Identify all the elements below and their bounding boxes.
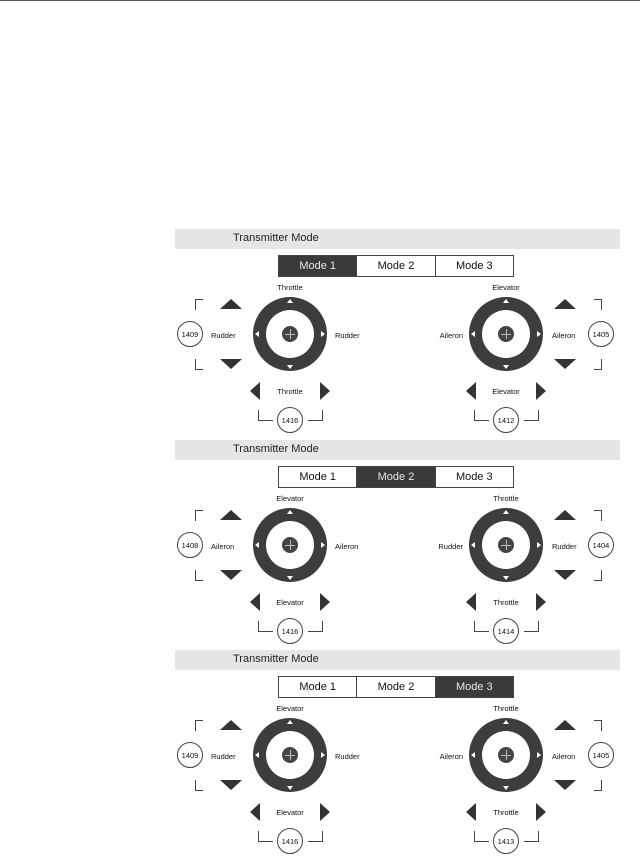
bracket-right <box>524 410 539 421</box>
arrow-right-icon <box>321 331 325 337</box>
arrow-left-icon[interactable] <box>250 593 260 611</box>
mode-2-button[interactable]: Mode 2 <box>357 256 435 276</box>
arrow-down-icon <box>287 786 293 790</box>
transmitter-mode-panel <box>175 229 620 439</box>
crosshair-icon <box>498 747 514 763</box>
arrow-up-icon <box>503 510 509 514</box>
mode-2-button[interactable]: Mode 2 <box>357 467 435 487</box>
vertical-channel-value: 1408 <box>177 532 203 558</box>
crosshair-icon <box>498 537 514 553</box>
arrow-right-icon <box>321 542 325 548</box>
stick-inner-circle <box>266 310 314 358</box>
bracket-right <box>308 410 323 421</box>
arrow-down-icon <box>503 365 509 369</box>
arrow-up-icon[interactable] <box>554 299 576 309</box>
arrow-up-icon <box>503 720 509 724</box>
right-control-stick[interactable] <box>469 508 543 582</box>
arrow-right-icon <box>537 542 541 548</box>
arrow-down-icon[interactable] <box>554 780 576 790</box>
stick-top-label: Elevator <box>276 704 304 713</box>
transmitter-mode-panel <box>175 440 620 650</box>
mode-3-button[interactable]: Mode 3 <box>455 260 493 272</box>
stick-inner-circle <box>482 731 530 779</box>
crosshair-v-line <box>290 540 291 550</box>
arrow-up-icon <box>287 720 293 724</box>
mode-1-button[interactable]: Mode 1 <box>279 467 357 487</box>
arrow-left-icon <box>255 752 259 758</box>
mode-3-button[interactable]: Mode 3 <box>436 677 513 697</box>
crosshair-icon <box>282 747 298 763</box>
stick-right-label: Rudder <box>552 542 577 551</box>
arrow-left-icon <box>255 331 259 337</box>
stick-left-label: Aileron <box>439 752 463 761</box>
arrow-right-icon[interactable] <box>320 803 330 821</box>
panel-title: Transmitter Mode <box>233 653 319 665</box>
stick-left-label: Rudder <box>211 331 236 340</box>
bracket-left <box>474 831 489 842</box>
arrow-up-icon[interactable] <box>554 720 576 730</box>
stick-right-label: Rudder <box>335 331 360 340</box>
bracket-left <box>474 410 489 421</box>
arrow-left-icon[interactable] <box>466 593 476 611</box>
arrow-left-icon <box>471 331 475 337</box>
arrow-left-icon <box>471 542 475 548</box>
stick-inner-circle <box>482 310 530 358</box>
arrow-up-icon <box>287 510 293 514</box>
crosshair-v-line <box>290 750 291 760</box>
stick-bottom-label: Throttle <box>493 808 519 817</box>
arrow-right-icon <box>321 752 325 758</box>
stick-bottom-label: Elevator <box>276 598 304 607</box>
arrow-down-icon[interactable] <box>554 359 576 369</box>
mode-1-button[interactable]: Mode 1 <box>279 677 357 697</box>
stick-right-label: Aileron <box>335 542 359 551</box>
vertical-channel-value: 1404 <box>588 532 614 558</box>
horizontal-channel-value: 1416 <box>277 828 303 854</box>
vertical-channel-value: 1409 <box>177 742 203 768</box>
arrow-right-icon <box>537 752 541 758</box>
arrow-right-icon[interactable] <box>536 593 546 611</box>
bracket-left <box>474 621 489 632</box>
mode-2-button[interactable]: Mode 2 <box>357 677 435 697</box>
horizontal-channel-value: 1413 <box>493 828 519 854</box>
left-control-stick[interactable] <box>253 718 327 792</box>
bracket-left <box>258 831 273 842</box>
left-stick-group <box>175 229 375 439</box>
stick-right-label: Aileron <box>552 752 576 761</box>
crosshair-icon <box>282 326 298 342</box>
bracket-top <box>594 510 602 521</box>
panel-title: Transmitter Mode <box>233 232 319 244</box>
arrow-left-icon <box>255 542 259 548</box>
mode-1-button[interactable]: Mode 1 <box>279 256 357 276</box>
transmitter-mode-panel <box>175 650 620 860</box>
stick-inner-circle <box>266 731 314 779</box>
bracket-right <box>524 831 539 842</box>
bracket-top <box>594 720 602 731</box>
arrow-down-icon[interactable] <box>220 359 242 369</box>
bracket-left <box>258 621 273 632</box>
horizontal-channel-value: 1416 <box>277 618 303 644</box>
stick-bottom-label: Elevator <box>492 387 520 396</box>
stick-bottom-label: Throttle <box>493 598 519 607</box>
crosshair-v-line <box>506 329 507 339</box>
arrow-left-icon[interactable] <box>466 803 476 821</box>
stick-left-label: Rudder <box>211 752 236 761</box>
arrow-up-icon[interactable] <box>220 720 242 730</box>
horizontal-channel-value: 1414 <box>493 618 519 644</box>
stick-inner-circle <box>266 521 314 569</box>
bracket-right <box>524 621 539 632</box>
arrow-left-icon[interactable] <box>250 803 260 821</box>
stick-left-label: Aileron <box>439 331 463 340</box>
left-control-stick[interactable] <box>253 508 327 582</box>
bracket-left <box>258 410 273 421</box>
stick-top-label: Elevator <box>492 283 520 292</box>
stick-top-label: Elevator <box>276 494 304 503</box>
arrow-right-icon[interactable] <box>320 382 330 400</box>
crosshair-v-line <box>506 750 507 760</box>
stick-right-label: Rudder <box>335 752 360 761</box>
stick-top-label: Throttle <box>493 704 519 713</box>
arrow-right-icon[interactable] <box>320 593 330 611</box>
arrow-up-icon <box>503 299 509 303</box>
bracket-top <box>594 299 602 310</box>
arrow-right-icon <box>537 331 541 337</box>
arrow-left-icon <box>471 752 475 758</box>
bracket-bottom <box>594 570 602 581</box>
arrow-up-icon[interactable] <box>220 299 242 309</box>
bracket-bottom <box>195 780 203 791</box>
vertical-channel-value: 1405 <box>588 742 614 768</box>
bracket-right <box>308 831 323 842</box>
stick-inner-circle <box>482 521 530 569</box>
bracket-top <box>195 720 203 731</box>
right-stick-group <box>387 229 610 439</box>
left-control-stick[interactable] <box>253 297 327 371</box>
arrow-up-icon[interactable] <box>220 510 242 520</box>
crosshair-v-line <box>506 540 507 550</box>
bracket-bottom <box>594 359 602 370</box>
panel-title: Transmitter Mode <box>233 443 319 455</box>
bracket-bottom <box>195 359 203 370</box>
crosshair-icon <box>282 537 298 553</box>
arrow-down-icon <box>287 576 293 580</box>
arrow-down-icon[interactable] <box>554 570 576 580</box>
right-control-stick[interactable] <box>469 297 543 371</box>
arrow-up-icon <box>287 299 293 303</box>
left-stick-group <box>175 440 375 650</box>
arrow-left-icon[interactable] <box>250 382 260 400</box>
page-top-rule <box>0 0 640 1</box>
crosshair-icon <box>498 326 514 342</box>
bracket-bottom <box>195 570 203 581</box>
arrow-down-icon <box>503 576 509 580</box>
vertical-channel-value: 1405 <box>588 321 614 347</box>
left-stick-group <box>175 650 375 860</box>
arrow-down-icon[interactable] <box>220 780 242 790</box>
right-control-stick[interactable] <box>469 718 543 792</box>
arrow-right-icon[interactable] <box>536 382 546 400</box>
stick-left-label: Rudder <box>438 542 463 551</box>
stick-top-label: Throttle <box>277 283 303 292</box>
mode-3-button[interactable]: Mode 3 <box>455 471 493 483</box>
arrow-left-icon[interactable] <box>466 382 476 400</box>
horizontal-channel-value: 1416 <box>277 407 303 433</box>
vertical-channel-value: 1409 <box>177 321 203 347</box>
stick-bottom-label: Elevator <box>276 808 304 817</box>
right-stick-group <box>387 440 610 650</box>
stick-left-label: Aileron <box>211 542 235 551</box>
stick-right-label: Aileron <box>552 331 576 340</box>
horizontal-channel-value: 1412 <box>493 407 519 433</box>
crosshair-v-line <box>290 329 291 339</box>
bracket-top <box>195 299 203 310</box>
bracket-right <box>308 621 323 632</box>
arrow-up-icon[interactable] <box>554 510 576 520</box>
stick-top-label: Throttle <box>493 494 519 503</box>
right-stick-group <box>387 650 610 860</box>
arrow-down-icon <box>287 365 293 369</box>
arrow-right-icon[interactable] <box>536 803 546 821</box>
bracket-top <box>195 510 203 521</box>
arrow-down-icon <box>503 786 509 790</box>
stick-bottom-label: Throttle <box>277 387 303 396</box>
arrow-down-icon[interactable] <box>220 570 242 580</box>
bracket-bottom <box>594 780 602 791</box>
